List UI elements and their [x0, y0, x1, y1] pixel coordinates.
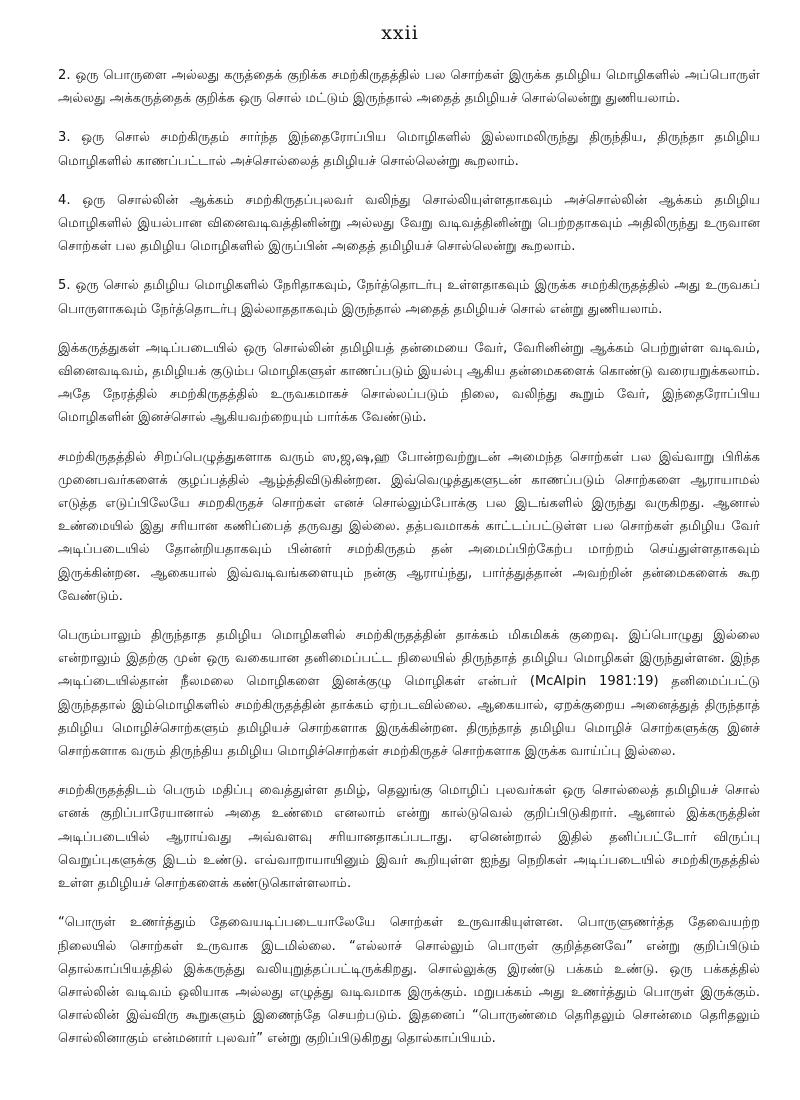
paragraph-unwritten-languages: பெரும்பாலும் திருந்தாத தமிழிய மொழிகளில் சமற்கிருதத்தின் தாக்கம் மிகமிகக் குறைவு. இப்பொழுது இல்லை என்றாலும் இதற்கு முன் ஒரு வகையான தனிமைப்பட்ட நிலையில் திருந்தாத் தமிழிய மொழிகள் இருந்துள்ளன. இந்த அடிப்டையில்தான் நீலமலை மொழிகளை இனக்குழு மொழிகள் என்பர் (McAlpin 1981:19) தனிமைப்பட்டு இருந்ததால் இம்மொழிகளில் சமற்கிருதத்தின் தாக்கம் ஏற்படவில்லை. ஆகையால், ஏறக்குறைய அனைத்துத் திருந்தாத் தமிழிய மொழிச்சொற்களும் தமிழியச் சொற்களாக இருக்கின்றன. திருந்தாத் தமிழிய மொழிச் சொற்களுக்கு இனச் சொற்களாக வரும் திருந்திய தமிழிய மொழிச்சொற்கள் சமற்கிருதச் சொற்களாக இருக்க வாய்ப்பு இல்லை. [58, 628, 760, 760]
paragraph-criterion-2: 2. ஒரு பொருளை அல்லது கருத்தைக் குறிக்க சமற்கிருதத்தில் பல சொற்கள் இருக்க தமிழிய மொழிகளில் அப்பொருள் அல்லது அக்கருத்தைக் குறிக்க ஒரு சொல் மட்டும் இருந்தால் அதைத் தமிழியச் சொல்லென்று துணியலாம். [58, 68, 760, 107]
page-number: xxii [381, 22, 419, 44]
paragraph-special-letters: சமற்கிருதத்தில் சிறப்பெழுத்துகளாக வரும் ஸ,ஜ,ஷ,ஹ போன்றவற்றுடன் அமைந்த சொற்கள் பல இவ்வாறு பிரிக்க முனைபவர்களைக் குழப்பத்தில் ஆழ்த்திவிடுகின்றன. இவ்வெழுத்துகளுடன் காணப்படும் சொற்களை ஆராயாமல் எடுத்த எடுப்பிலேயே சமறகிருதச் சொற்கள் எனச் சொல்லும்போக்கு பல இடங்களில் இருந்து வருகிறது. ஆனால் உண்மையில் இது சரியான கணிப்பைத் தருவது இல்லை. தத்பவமாகக் காட்டப்பட்டுள்ள பல சொற்கள் தமிழிய வேர் அடிப்படையில் தோன்றியதாகவும் பின்னர் சமற்கிருதம் தன் அமைப்பிற்கேற்ப மாற்றம் செய்துள்ளதாகவும் இருக்கின்றன. ஆகையால் இவ்வடிவங்களையும் நன்கு ஆராய்ந்து, பார்த்துத்தான் அவற்றின் தன்மைகளைக் கூற வேண்டும். [58, 449, 760, 604]
paragraph-tolkappiyam: “பொருள் உணர்த்தும் தேவையடிப்படையாலேயே சொற்கள் உருவாகியுள்ளன. பொருளுணர்த்த தேவையற்ற நிலையில் சொற்கள் உருவாக இடமில்லை. “எல்லாச் சொல்லும் பொருள் குறித்தனவே” என்று குறிப்பிடும் தொல்காப்பியத்தில் இக்கருத்து வலியுறுத்தப்பட்டிருக்கிறது. சொல்லுக்கு இரண்டு பக்கம் உண்டு. ஒரு பக்கத்தில் சொல்லின் வடிவம் ஒலியாக அல்லது எழுத்து வடிவமாக இருக்கும். மறுபக்கம் அது உணர்த்தும் பொருள் இருக்கும். சொல்லின் இவ்விரு கூறுகளும் இணைந்தே செயற்படும். இதனைப் “பொருண்மை தெரிதலும் சொன்மை தெரிதலும் சொல்லினாகும் என்மனார் புலவர்” என்று குறிப்பிடுகிறது தொல்காப்பியம். [58, 915, 760, 1047]
paragraph-summary: இக்கருத்துகள் அடிப்படையில் ஒரு சொல்லின் தமிழியத் தன்மையை வேர், வேரினின்று ஆக்கம் பெற்றுள்ள வடிவம், வினைவடிவம், தமிழியக் குடும்ப மொழிகளுள் காணப்படும் இயல்பு ஆகிய தன்மைகளைக் கொண்டு வரையறுக்கலாம். அதே நேரத்தில் சமற்கிருதத்தில் உருவகமாகச் சொல்லப்படும் நிலை, வலிந்து கூறும் வேர், இந்தைரோப்பிய மொழிகளின் இனச்சொல் ஆகியவற்றையும் பார்க்க வேண்டும். [58, 340, 760, 426]
body-text [58, 64, 760, 1051]
paragraph-criterion-4: 4. ஒரு சொல்லின் ஆக்கம் சமற்கிருதப்புலவர் வலிந்து சொல்லியுள்ளதாகவும் அச்சொல்லின் ஆக்கம் தமிழிய மொழிகளில் இயல்பான வினைவடிவத்தினின்று அல்லது வேறு வடிவத்தினின்று பெற்றதாகவும் அதிலிருந்து உருவான சொற்கள் பல தமிழிய மொழிகளில் இருப்பின் அதைத் தமிழியச் சொல்லென்று கூறலாம். [58, 192, 760, 255]
paragraph-criterion-5: 5. ஒரு சொல் தமிழிய மொழிகளில் நேரிதாகவும், நேர்த்தொடர்பு உள்ளதாகவும் இருக்க சமற்கிருதத்தில் அது உருவகப் பொருளாகவும் நேர்த்தொடர்பு இல்லாததாகவும் இருந்தால் அதைத் தமிழியச் சொல் என்று துணியலாம். [58, 278, 760, 317]
paragraph-criterion-3: 3. ஒரு சொல் சமற்கிருதம் சார்ந்த இந்தைரோப்பிய மொழிகளில் இல்லாமலிருந்து திருந்திய, திருந்தா தமிழிய மொழிகளில் காணப்பட்டால் அச்சொல்லைத் தமிழியச் சொல்லென்று கூறலாம். [58, 130, 760, 169]
paragraph-caldwell: சமற்கிருதத்திடம் பெரும் மதிப்பு வைத்துள்ள தமிழ், தெலுங்கு மொழிப் புலவர்கள் ஒரு சொல்லைத் தமிழியச் சொல் எனக் குறிப்பாரேயானால் அதை உண்மை எனலாம் என்று கால்டுவெல் குறிப்பிடுகிறார். ஆனால் இக்கருத்தின் அடிப்படையில் ஆராய்வது அவ்வளவு சரியானதாகப்படாது. ஏனென்றால் இதில் தனிப்பட்டோர் விருப்பு வெறுப்புகளுக்கு இடம் உண்டு. எவ்வாறாயாயினும் இவர் கூறியுள்ள ஐந்து நெறிகள் அடிப்படையில் சமற்கிருதத்தில் உள்ள தமிழியச் சொற்களைக் கண்டுகொள்ளலாம். [58, 783, 760, 892]
